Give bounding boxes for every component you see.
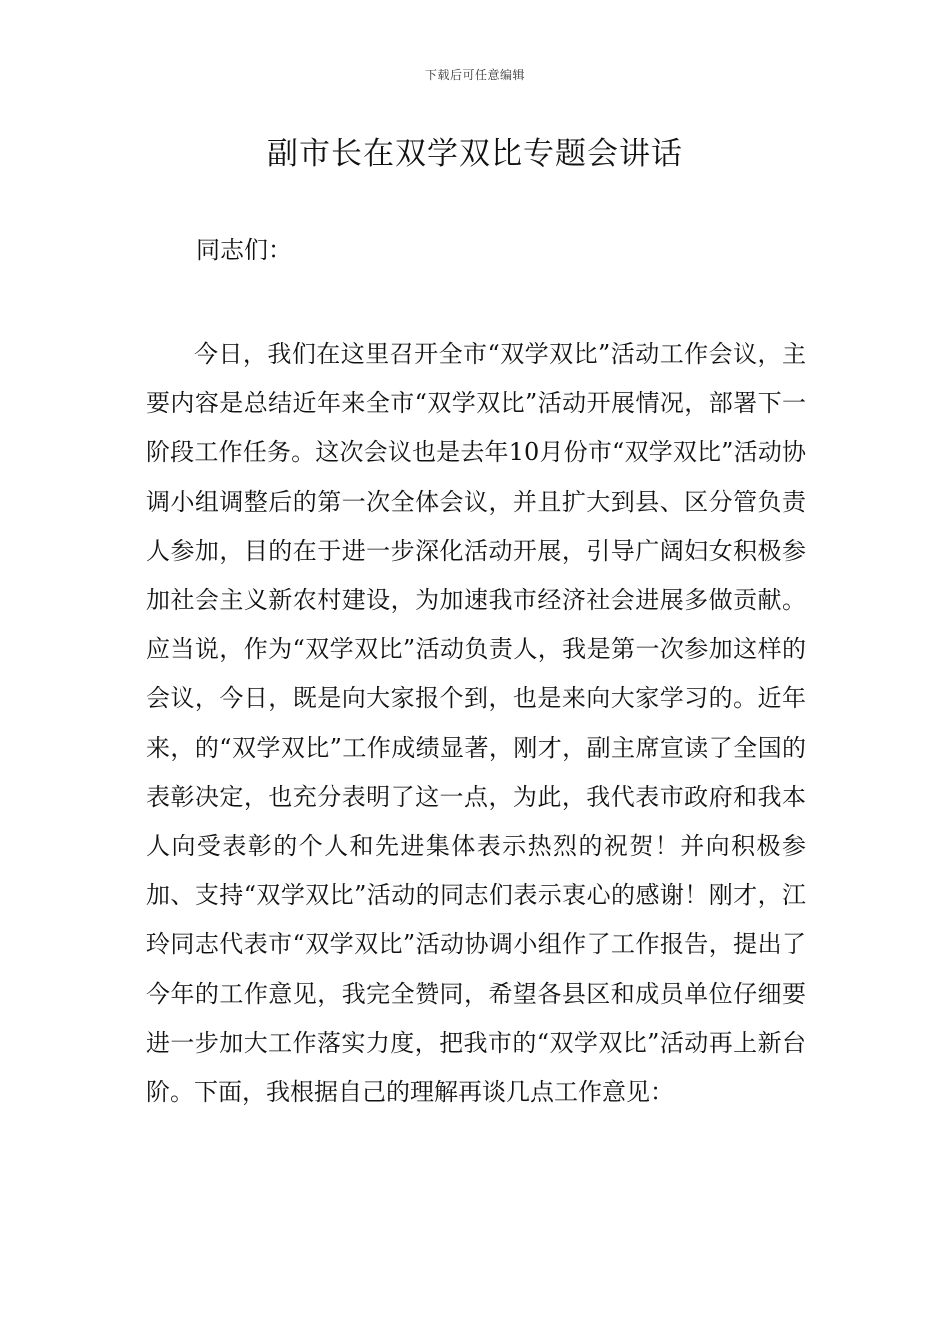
body-paragraph: 今日，我们在这里召开全市“双学双比”活动工作会议，主要内容是总结近年来全市“双学双比”活动开展情况，部署下一阶段工作任务。这次会议也是去年10月份市“双学双比”活动协调小组调整后的第一次全体会议，并且扩大到县、区分管负责人参加，目的在于进一步深化活动开展，引导广阔妇女积极参加社会主义新农村建设，为加速我市经济社会进展多做贡献。应当说，作为“双学双比”活动负责人，我是第一次参加这样的会议，今日，既是向大家报个到，也是来向大家学习的。近年来，的“双学双比”工作成绩显著，刚才，副主席宣读了全国的表彰决定，也充分表明了这一点，为此，我代表市政府和我本人向受表彰的个人和先进集体表示热烈的祝贺！并向积极参加、支持“双学双比”活动的同志们表示衷心的感谢！刚才，江玲同志代表市“双学双比”活动协调小组作了工作报告，提出了今年的工作意见，我完全赞同，希望各县区和成员单位仔细要进一步加大工作落实力度，把我市的“双学双比”活动再上新台阶。下面，我根据自己的理解再谈几点工作意见： xyxy=(146,340,806,1107)
page-title: 副市长在双学双比专题会讲话 xyxy=(267,136,683,172)
header-note: 下载后可任意编辑 xyxy=(424,68,525,82)
salutation: 同志们： xyxy=(196,236,292,264)
